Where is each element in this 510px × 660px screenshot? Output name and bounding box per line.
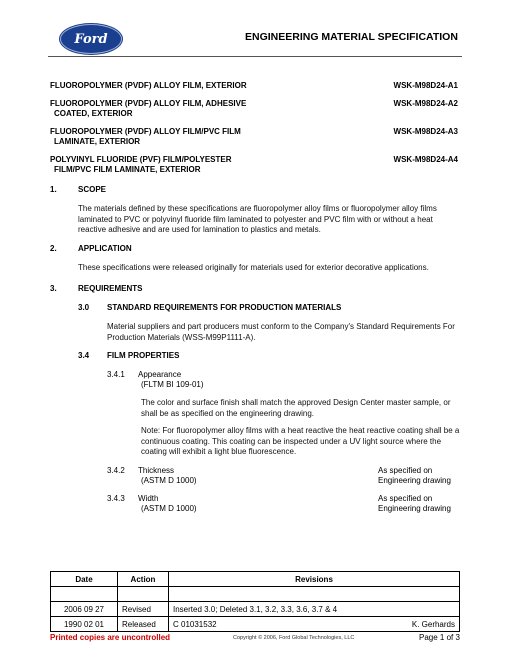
appearance-note: Note: For fluoropolymer alloy films with a heat reactive the heat reactive coating shall be a continuous coating. This coating can be inspected under a UV light source where the coating will exhibit a light blue fluorescence. <box>141 426 460 456</box>
section-title-application: APPLICATION <box>78 244 132 253</box>
item-number: 3.4.2 <box>107 466 125 475</box>
page-number: Page 1 of 3 <box>419 633 460 642</box>
item-number: 3.4.1 <box>107 370 125 379</box>
revision-text: C 01031532 <box>169 617 393 632</box>
material-row <box>50 99 458 119</box>
revision-action: Released <box>118 617 169 632</box>
item-label: Width <box>138 494 159 503</box>
material-name-cont: LAMINATE, EXTERIOR <box>54 137 141 146</box>
revision-action: Revised <box>118 602 169 617</box>
requirement-value: Engineering drawing <box>378 476 451 485</box>
section-number: 3. <box>50 284 57 293</box>
column-header-action: Action <box>118 572 169 587</box>
material-name: FLUOROPOLYMER (PVDF) ALLOY FILM, ADHESIVE <box>50 99 247 108</box>
revision-date: 2006 09 27 <box>51 602 118 617</box>
requirement-value: As specified on <box>378 494 433 503</box>
requirement-value: As specified on <box>378 466 433 475</box>
material-name-cont: FILM/PVC FILM LAMINATE, EXTERIOR <box>54 165 201 174</box>
requirement-value: Engineering drawing <box>378 504 451 513</box>
material-name-cont: COATED, EXTERIOR <box>54 109 133 118</box>
item-label: Thickness <box>138 466 175 475</box>
uncontrolled-copy-notice: Printed copies are uncontrolled <box>50 633 171 642</box>
revision-author: K. Gerhards <box>392 617 459 632</box>
subsection-title: STANDARD REQUIREMENTS FOR PRODUCTION MATERIALS <box>107 303 342 312</box>
subsection-number: 3.4 <box>78 351 90 360</box>
column-header-date: Date <box>51 572 118 587</box>
revision-author <box>392 602 459 617</box>
page-title: ENGINEERING MATERIAL SPECIFICATION <box>245 31 458 43</box>
revision-text: Inserted 3.0; Deleted 3.1, 3.2, 3.3, 3.6, 3.7 & 4 <box>169 602 393 617</box>
section-title-requirements: REQUIREMENTS <box>78 284 143 293</box>
revisions-table <box>50 571 460 632</box>
material-row <box>50 127 458 147</box>
material-code: WSK-M98D24-A2 <box>393 99 458 108</box>
table-row <box>51 617 460 632</box>
standard-requirements-text: Material suppliers and part producers must conform to the Company's Standard Requirements For Production Materials (WSS-M99P1111-A). <box>107 322 455 342</box>
header-divider <box>48 56 462 57</box>
table-header-row <box>51 572 460 587</box>
table-spacer-row <box>51 587 460 602</box>
appearance-text: The color and surface finish shall match the approved Design Center master sample, or shall be as specified on the engineering drawing. <box>141 398 451 418</box>
material-name: FLUOROPOLYMER (PVDF) ALLOY FILM, EXTERIOR <box>50 81 247 90</box>
application-text: These specifications were released originally for materials used for exterior decorative applications. <box>78 263 429 272</box>
item-label: Appearance <box>138 370 182 379</box>
section-number: 1. <box>50 185 57 194</box>
column-header-revisions: Revisions <box>169 572 460 587</box>
material-code: WSK-M98D24-A3 <box>393 127 458 136</box>
section-title-scope: SCOPE <box>78 185 107 194</box>
revision-date: 1990 02 01 <box>51 617 118 632</box>
logo-text: Ford <box>74 31 108 47</box>
scope-text: The materials defined by these specifications are fluoropolymer alloy films or fluoropolymer alloy films laminated to PVC or polyvinyl fluoride film laminated to polyester and PVC film with or without a heat reactive adhesive and are used for lamination to plastics and metals. <box>78 204 437 234</box>
material-code: WSK-M98D24-A1 <box>393 81 458 90</box>
material-name: POLYVINYL FLUORIDE (PVF) FILM/POLYESTER <box>50 155 232 164</box>
test-method: (ASTM D 1000) <box>141 476 197 485</box>
material-row <box>50 81 458 91</box>
item-number: 3.4.3 <box>107 494 125 503</box>
copyright-notice: Copyright © 2006, Ford Global Technologies, LLC <box>233 635 355 641</box>
ford-logo <box>60 24 122 54</box>
material-code: WSK-M98D24-A4 <box>393 155 458 164</box>
test-method: (FLTM BI 109-01) <box>141 380 204 389</box>
section-number: 2. <box>50 244 57 253</box>
subsection-number: 3.0 <box>78 303 90 312</box>
material-row <box>50 155 458 175</box>
test-method: (ASTM D 1000) <box>141 504 197 513</box>
material-name: FLUOROPOLYMER (PVDF) ALLOY FILM/PVC FILM <box>50 127 241 136</box>
subsection-title: FILM PROPERTIES <box>107 351 180 360</box>
table-row <box>51 602 460 617</box>
